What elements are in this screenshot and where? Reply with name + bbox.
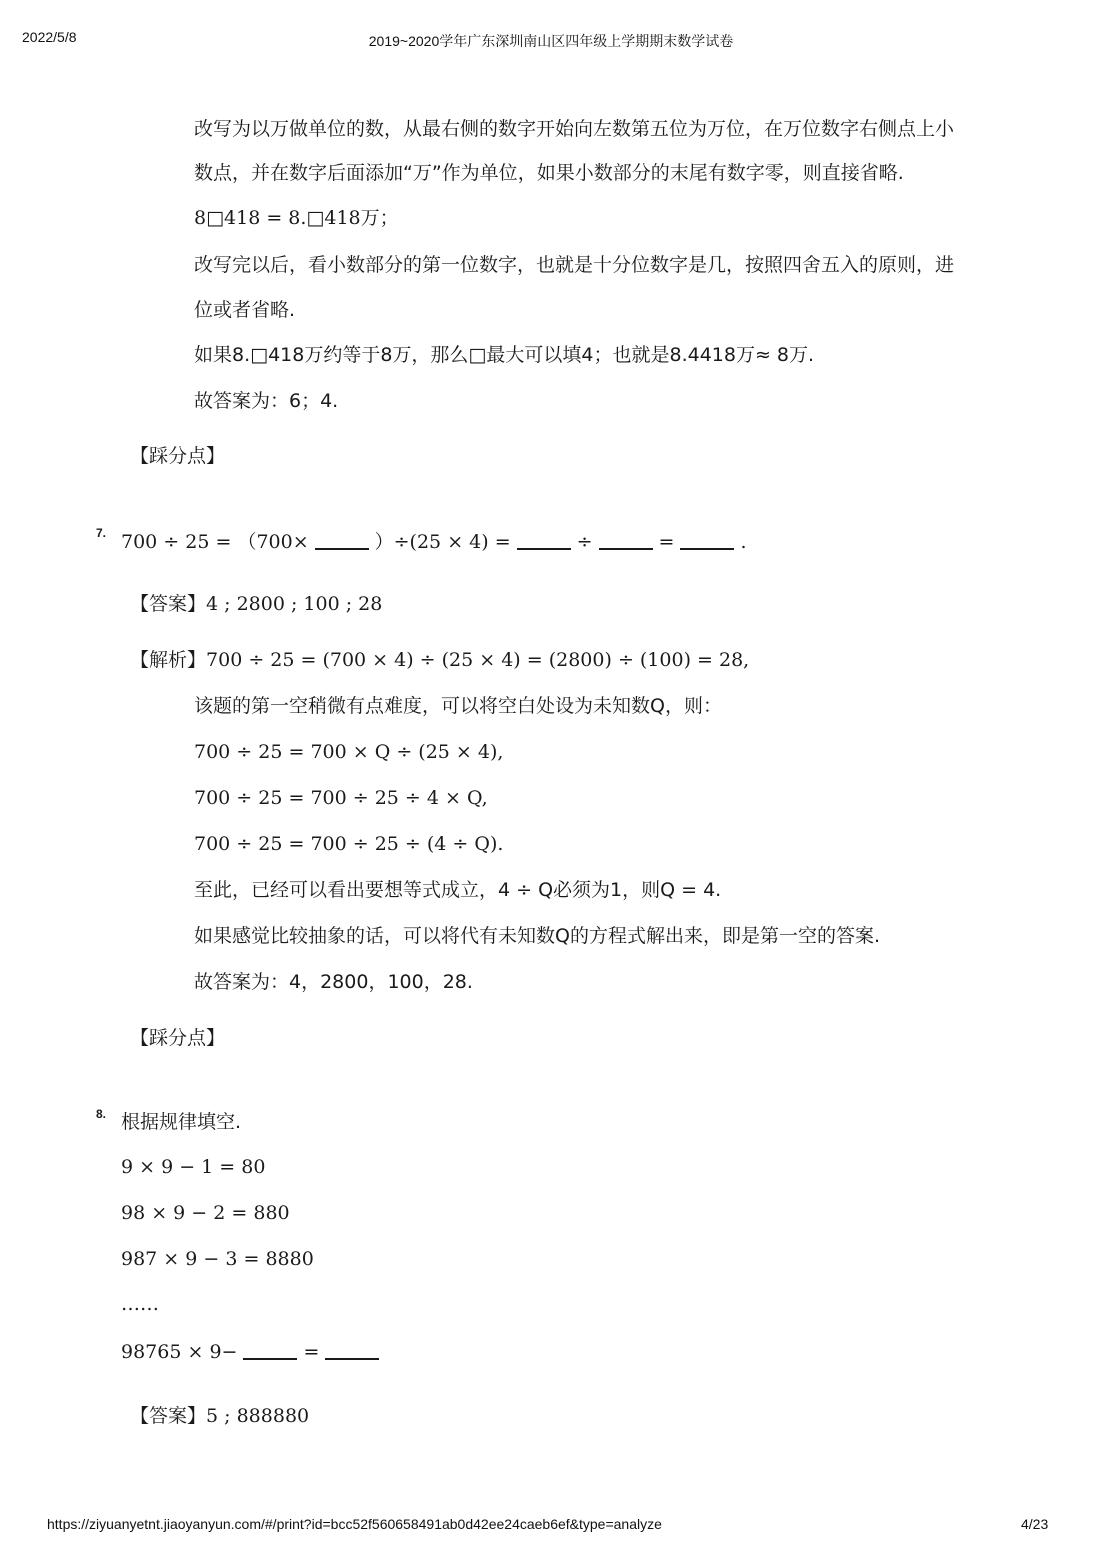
analysis-formula: 700 ÷ 25 = (700 × 4) ÷ (25 × 4) = (2800) ÷ (100) = 28, xyxy=(206,649,750,671)
answer-blank[interactable] xyxy=(325,1340,379,1360)
q7-stem-part: = xyxy=(658,531,675,553)
page-url: https://ziyuanyetnt.jiaoyanyun.com/#/print?id=bcc52f560658491ab0d42ee24caeb6ef&type=analyze xyxy=(47,1516,662,1532)
q8-answer xyxy=(130,1404,309,1428)
q8-stem: 根据规律填空. xyxy=(121,1111,242,1133)
answer-blank[interactable] xyxy=(599,530,653,550)
q8-pattern-ellipsis: …… xyxy=(121,1293,159,1315)
q7-analysis-line: 700 ÷ 25 = 700 × Q ÷ (25 × 4), xyxy=(194,741,504,763)
q7-analysis-first xyxy=(130,648,749,672)
q7-analysis-line: 700 ÷ 25 = 700 ÷ 25 ÷ 4 × Q, xyxy=(194,787,488,809)
q6-analysis-line: 改写为以万做单位的数，从最右侧的数字开始向左数第五位为万位，在万位数字右侧点上小 xyxy=(194,118,955,140)
q8-last-part: = xyxy=(303,1341,320,1363)
q7-stem-part: . xyxy=(740,531,747,553)
answer-blank[interactable] xyxy=(680,530,734,550)
print-date: 2022/5/8 xyxy=(22,29,77,45)
q7-analysis-line: 该题的第一空稍微有点难度，可以将空白处设为未知数Q，则： xyxy=(194,695,722,717)
q8-pattern-line: 987 × 9 − 3 = 8880 xyxy=(121,1248,314,1270)
q7-analysis-line: 如果感觉比较抽象的话，可以将代有未知数Q的方程式解出来，即是第一空的答案. xyxy=(194,925,880,947)
question-number: 7. xyxy=(96,526,107,540)
answer-blank[interactable] xyxy=(243,1340,297,1360)
q6-analysis-line: 数点，并在数字后面添加“万”作为单位，如果小数部分的末尾有数字零，则直接省略. xyxy=(194,162,904,184)
document-title: 2019~2020学年广东深圳南山区四年级上学期期末数学试卷 xyxy=(368,33,734,49)
q6-analysis-line: 改写完以后，看小数部分的第一位数字，也就是十分位数字是几，按照四舍五入的原则，进 xyxy=(194,254,955,276)
question-number: 8. xyxy=(96,1107,107,1121)
answer-blank[interactable] xyxy=(315,530,369,550)
q8-pattern-line: 9 × 9 − 1 = 80 xyxy=(121,1156,266,1178)
q7-stem-part: 700 ÷ 25 = （700× xyxy=(121,531,309,553)
q7-stem-part: ÷ xyxy=(576,531,593,553)
q6-analysis-line: 8□418 = 8.□418万； xyxy=(194,207,399,229)
q6-analysis-line: 故答案为：6；4. xyxy=(194,390,339,412)
answer-label: 【答案】 xyxy=(130,1405,207,1427)
answer-label: 【答案】 xyxy=(130,593,207,615)
q6-analysis-line: 位或者省略. xyxy=(194,299,296,321)
q7-stem-part: ）÷(25 × 4) = xyxy=(374,531,511,553)
q6-analysis-line: 如果8.□418万约等于8万，那么□最大可以填4；也就是8.4418万≈ 8万. xyxy=(194,344,815,366)
answer-value: 4 ; 2800 ; 100 ; 28 xyxy=(206,593,383,615)
q7-analysis-line: 700 ÷ 25 = 700 ÷ 25 ÷ (4 ÷ Q). xyxy=(194,833,504,855)
q8-pattern-line: 98 × 9 − 2 = 880 xyxy=(121,1202,290,1224)
analysis-label: 【解析】 xyxy=(130,649,207,671)
q7-answer xyxy=(130,592,382,616)
q7-analysis-line: 至此，已经可以看出要想等式成立，4 ÷ Q必须为1，则Q = 4. xyxy=(194,879,722,901)
q7-points-label: 【踩分点】 xyxy=(130,1027,226,1049)
q7-stem xyxy=(121,530,747,554)
q6-points-label: 【踩分点】 xyxy=(130,445,226,467)
q7-analysis-line: 故答案为：4，2800，100，28. xyxy=(194,971,473,993)
q8-last-part: 98765 × 9− xyxy=(121,1341,238,1363)
answer-value: 5 ; 888880 xyxy=(206,1405,310,1427)
answer-blank[interactable] xyxy=(517,530,571,550)
page-number: 4/23 xyxy=(1021,1516,1049,1532)
q8-last-line xyxy=(121,1340,379,1364)
